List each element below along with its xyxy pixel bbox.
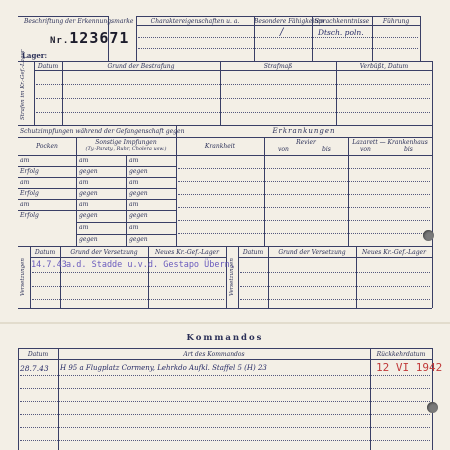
kommandos-col-art: Art des Kommandos <box>183 351 245 358</box>
erkrankungen-col-revier: Revier <box>296 139 316 146</box>
erkrankungen-col-lazarett: Lazarett — Krankenhaus <box>352 139 428 146</box>
strafen-col-strafmass: Strafmaß <box>263 63 293 70</box>
kommando-return-date: 12 VI 1942 <box>376 361 443 374</box>
serial-number: Nr.123671 <box>50 29 130 47</box>
strafen-col-datum: Datum <box>37 63 59 70</box>
kommando-date: 28.7.43 <box>20 364 49 373</box>
impfungen-col-sonstige: Sonstige Impfungen <box>95 139 157 146</box>
impf-row-a: gegen <box>79 236 98 243</box>
versetzung-date: 14.7.43 <box>31 260 67 270</box>
kommandos-col-datum: Datum <box>27 351 49 358</box>
impf-row-label: Erfolg <box>20 168 39 175</box>
lager-label: Lager: <box>22 51 48 60</box>
impf-row-a: gegen <box>79 190 98 197</box>
revier-von: von <box>278 146 289 153</box>
lazarett-bis: bis <box>404 146 413 153</box>
impf-row-b: am <box>129 224 139 231</box>
revier-bis: bis <box>322 146 331 153</box>
punch-hole-lower <box>427 402 438 413</box>
impf-row-a: gegen <box>79 212 98 219</box>
serial-prefix: Nr. <box>50 36 70 46</box>
versetzungen-side-label-left: Versetzungen <box>20 258 26 296</box>
impf-row-b: gegen <box>129 190 148 197</box>
kommandos-title: Kommandos <box>186 333 264 343</box>
impf-row-a: am <box>79 157 89 164</box>
impf-row-b: am <box>129 157 139 164</box>
col-faehigkeiten-title: Besondere Fähigkeiten <box>254 18 325 25</box>
impf-row-a: gegen <box>79 168 98 175</box>
impf-row-b: gegen <box>129 236 148 243</box>
impfungen-title: Schutzimpfungen während der Gefangenschaft gegen <box>20 128 185 135</box>
col-fuehrung-title: Führung <box>382 18 410 25</box>
erkrankungen-title: Erkrankungen <box>272 127 336 135</box>
faehigkeiten-value: / <box>280 27 284 38</box>
lazarett-von: von <box>360 146 371 153</box>
strafen-side-label: Strafen im Kr.-Gef.-Lager <box>20 49 26 120</box>
vers-left-col-datum: Datum <box>34 249 56 256</box>
vers-right-col-lager: Neues Kr.-Gef.-Lager <box>362 249 426 256</box>
kommandos-col-rueckkehr: Rückkehrdatum <box>376 351 426 358</box>
impf-row-a: am <box>79 224 89 231</box>
impf-row-b: gegen <box>129 168 148 175</box>
kommando-text: H 95 a Flugplatz Cormeny, Lehrkdo Aufkl. Staffel 5 (H) 23 <box>60 364 267 372</box>
impf-row-b: am <box>129 201 139 208</box>
punch-hole-upper <box>423 230 434 241</box>
col-charakter-title: Charaktereigenschaften u. a. <box>150 18 240 25</box>
impf-row-b: am <box>129 179 139 186</box>
card-fold <box>0 322 450 324</box>
strafen-col-grund: Grund der Bestrafung <box>107 63 175 70</box>
impf-row-a: am <box>79 179 89 186</box>
impf-row-a: am <box>79 201 89 208</box>
vers-right-col-datum: Datum <box>242 249 264 256</box>
col-sprachen-title: Sprachkenntnisse <box>314 18 370 25</box>
impf-row-label: am <box>20 201 30 208</box>
strafen-col-verbuesst: Verbüßt, Datum <box>359 63 409 70</box>
versetzung-text: a.d. Stadde u.v.d. Gestapo Übern. <box>66 260 235 270</box>
impf-row-label: Erfolg <box>20 190 39 197</box>
impf-row-label: am <box>20 179 30 186</box>
vers-left-col-grund: Grund der Versetzung <box>70 249 138 256</box>
versetzungen-side-label-right: Versetzungen <box>229 258 235 296</box>
sprachen-value: Dtsch. poln. <box>318 28 364 37</box>
impf-row-b: gegen <box>129 212 148 219</box>
impf-row-label: am <box>20 157 30 164</box>
vers-right-col-grund: Grund der Versetzung <box>278 249 346 256</box>
tag-title: Beschriftung der Erkennungsmarke <box>24 18 134 25</box>
vers-left-col-lager: Neues Kr.-Gef.-Lager <box>155 249 219 256</box>
impfungen-col-sonstige-sub: (Ty.-Paraty., Ruhr, Cholera usw.) <box>85 146 167 152</box>
impfungen-col-pocken: Pocken <box>36 143 58 150</box>
erkrankungen-col-krankheit: Krankheit <box>204 143 236 150</box>
impf-row-label: Erfolg <box>20 212 39 219</box>
